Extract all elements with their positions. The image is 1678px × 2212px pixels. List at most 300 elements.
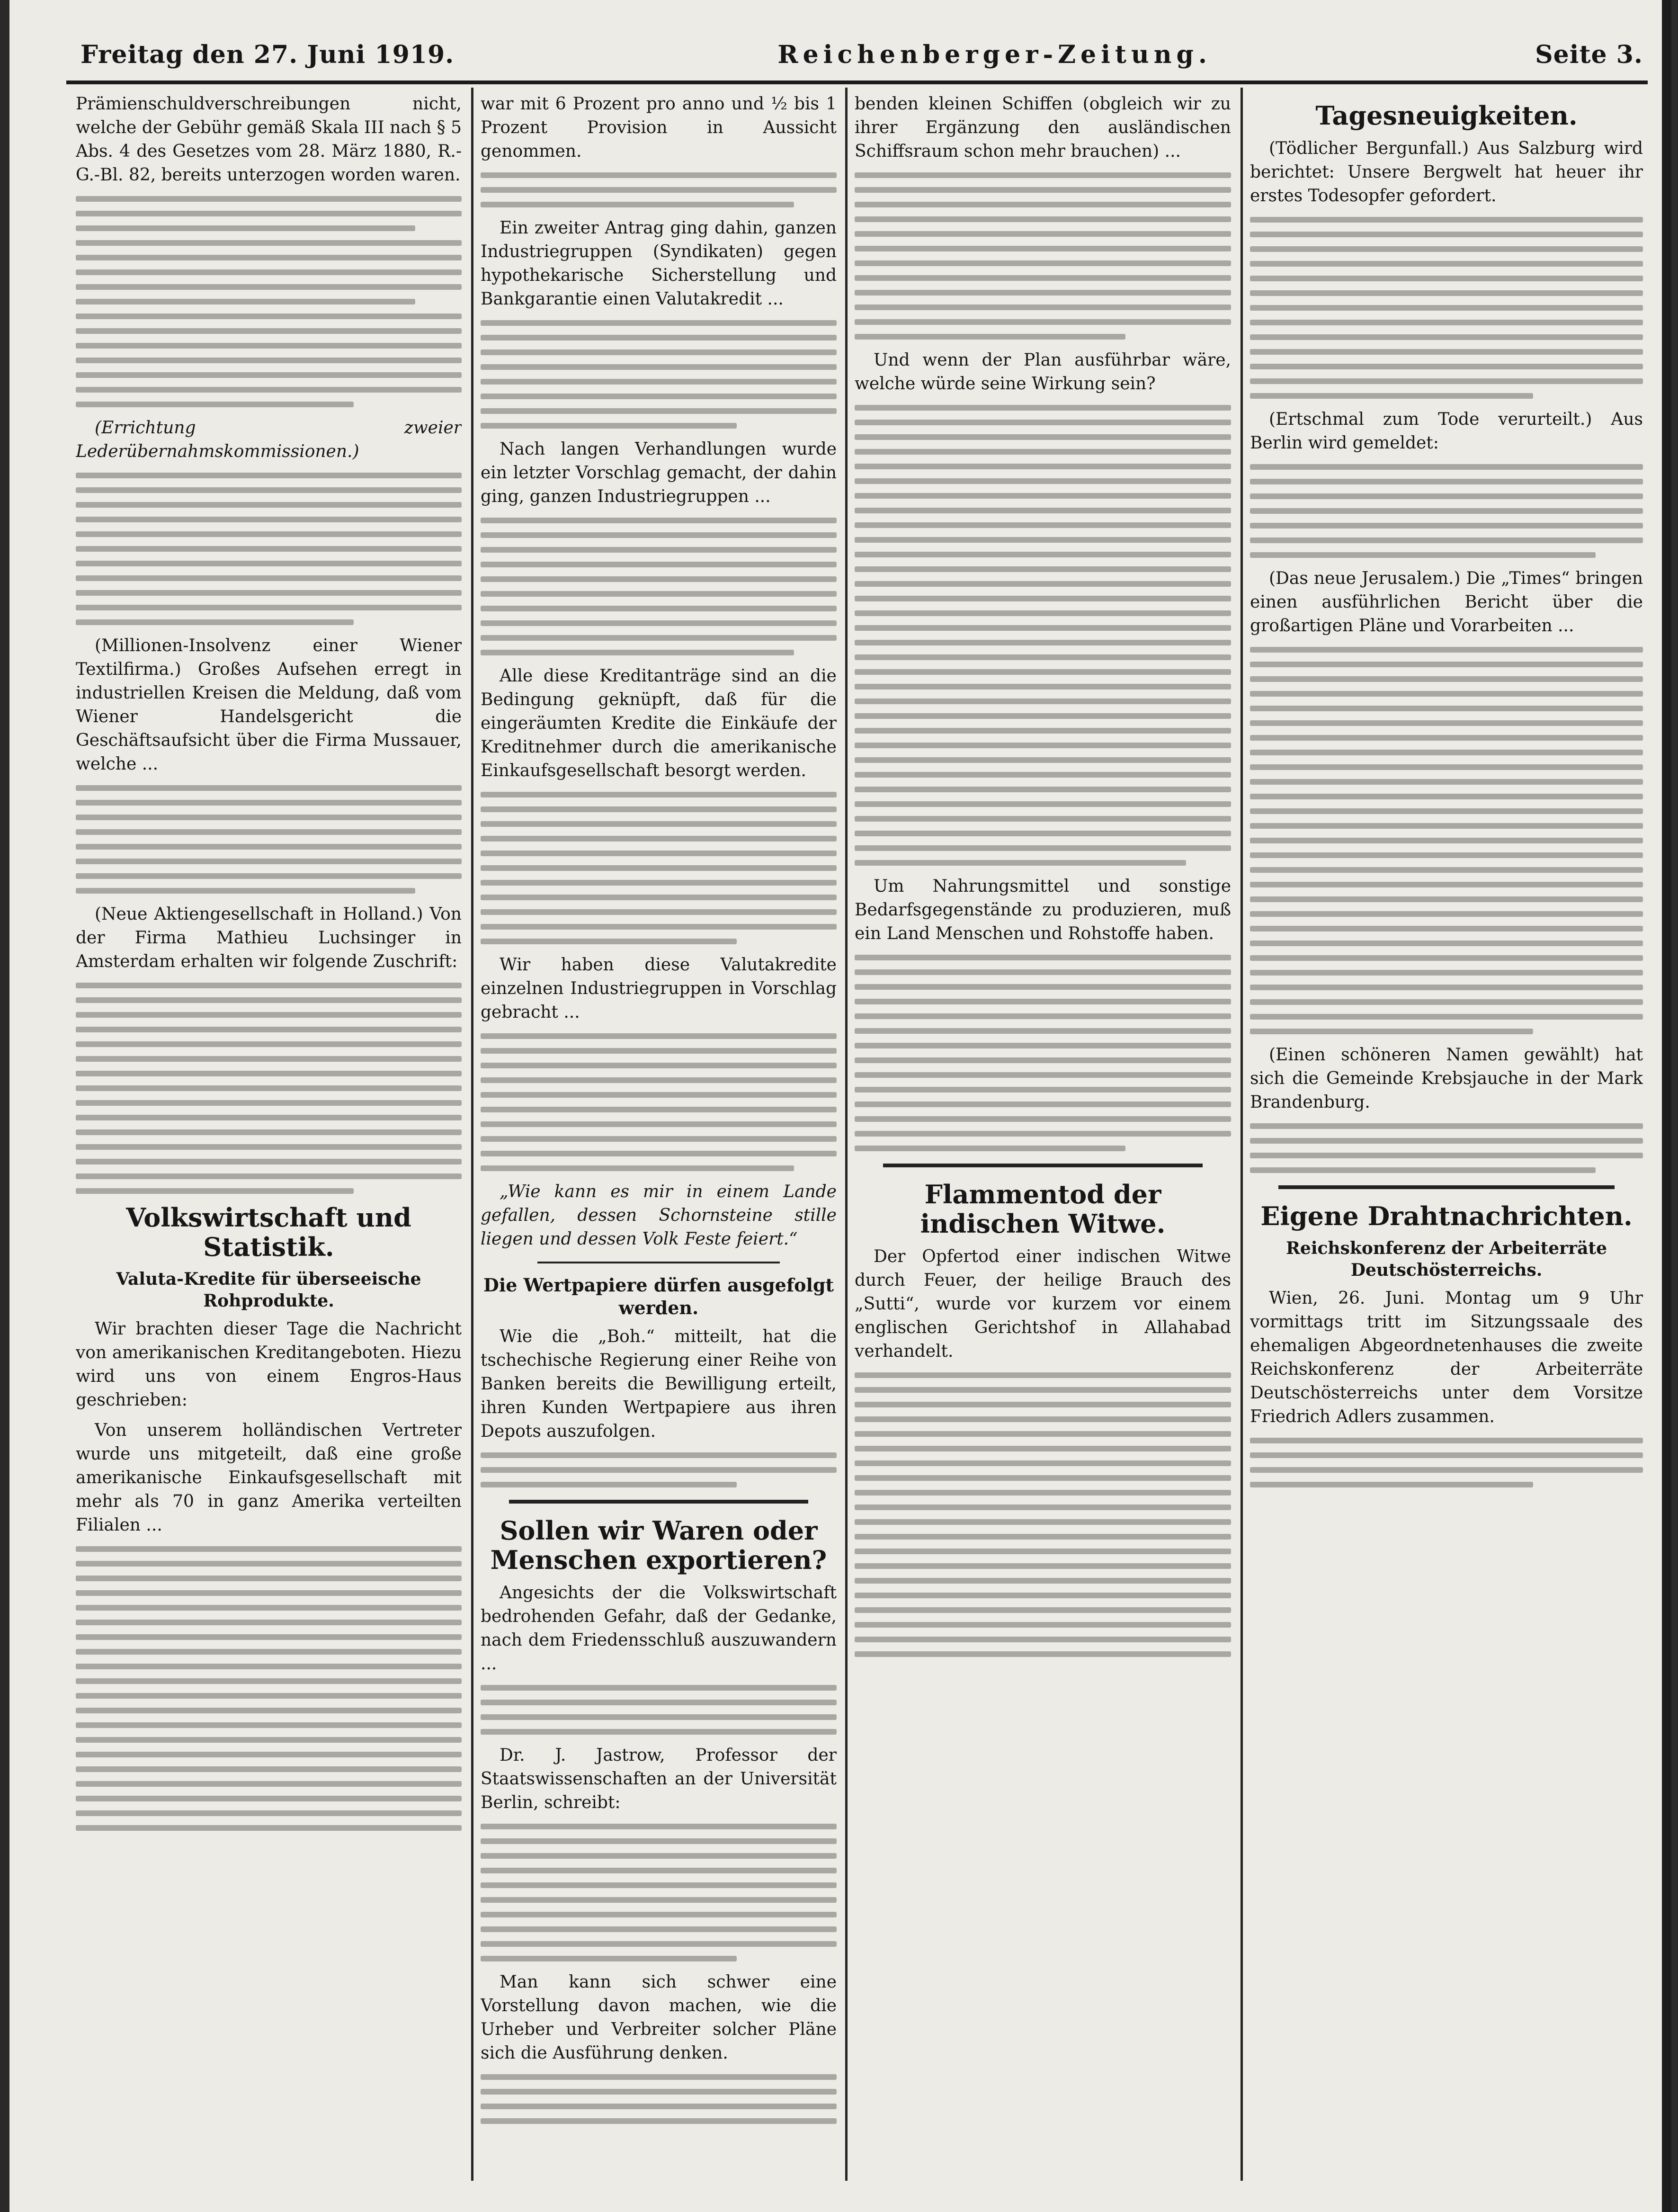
- text-line-rule: [76, 313, 462, 319]
- text-line-rule: [1250, 691, 1643, 697]
- text-line-rule: [76, 1041, 462, 1047]
- text-line-rule: [855, 187, 1231, 193]
- text-block: [481, 1685, 837, 1735]
- text-line-rule: [76, 402, 354, 407]
- text-line-rule: [76, 1664, 462, 1669]
- text-line-rule: [1250, 735, 1643, 741]
- text-block: [1250, 647, 1643, 1034]
- masthead-page-number: Seite 3.: [1535, 40, 1643, 69]
- text-line-rule: [481, 650, 794, 655]
- article-paragraph: Angesichts der die Volkswirtschaft bedrohenden Gefahr, daß der Gedanke, nach dem Friedensschluß auszuwandern ...: [481, 1583, 837, 1674]
- text-line-rule: [481, 1136, 837, 1142]
- text-line-rule: [1250, 852, 1643, 858]
- article-quote: „Wie kann es mir in einem Lande gefallen, dessen Schornsteine stille liegen und dessen Volk Feste feiert.“: [481, 1182, 837, 1249]
- text-line-rule: [481, 1912, 837, 1917]
- text-line-rule: [855, 757, 1231, 763]
- text-line-rule: [1250, 720, 1643, 726]
- text-line-rule: [855, 684, 1231, 690]
- text-line-rule: [1250, 647, 1643, 653]
- text-block: [1250, 1123, 1643, 1173]
- text-line-rule: [1250, 911, 1643, 917]
- text-line-rule: [481, 1452, 837, 1458]
- text-line-rule: [76, 1546, 462, 1552]
- article-headline: Die Wertpapiere dürfen ausgefolgt werden.: [483, 1274, 834, 1318]
- text-line-rule: [855, 1475, 1231, 1481]
- article-headline: Eigene Drahtnachrichten.: [1260, 1201, 1633, 1231]
- text-line-rule: [76, 284, 462, 290]
- text-line-rule: [855, 290, 1231, 296]
- article-headline: Sollen wir Waren oder Menschen exportieren?: [490, 1515, 827, 1575]
- article-paragraph: Wir haben diese Valutakredite einzelnen Industriegruppen in Vorschlag gebracht ...: [481, 955, 837, 1022]
- text-line-rule: [855, 654, 1231, 660]
- text-line-rule: [76, 1173, 462, 1179]
- text-block: [855, 172, 1231, 340]
- text-line-rule: [481, 202, 794, 207]
- text-line-rule: [855, 1534, 1231, 1540]
- column-separator: [845, 88, 848, 2181]
- text-line-rule: [855, 1578, 1231, 1584]
- article-divider: [883, 1164, 1203, 1167]
- text-line-rule: [481, 924, 837, 930]
- text-line-rule: [1250, 1482, 1533, 1487]
- text-line-rule: [1250, 464, 1643, 470]
- text-line-rule: [855, 231, 1231, 237]
- section-heading: Tagesneuigkeiten.: [1315, 100, 1578, 131]
- text-line-rule: [855, 1446, 1231, 1451]
- text-line-rule: [76, 575, 462, 581]
- text-line-rule: [1250, 217, 1643, 223]
- article-paragraph: Der Opfertod einer indischen Witwe durch Feuer, der heilige Brauch des „Sutti“, wurde vor kurzem vor einem englischen Gerichtshof in Allahabad verhandelt.: [855, 1247, 1231, 1361]
- text-line-rule: [76, 343, 462, 349]
- text-line-rule: [76, 196, 462, 202]
- text-line-rule: [855, 831, 1231, 836]
- text-line-rule: [481, 576, 837, 582]
- text-line-rule: [855, 493, 1231, 499]
- text-line-rule: [481, 806, 837, 812]
- text-line-rule: [76, 785, 462, 791]
- text-line-rule: [481, 2074, 837, 2080]
- text-line-rule: [855, 1131, 1231, 1137]
- text-line-rule: [481, 1868, 837, 1873]
- text-line-rule: [855, 202, 1231, 207]
- text-line-rule: [76, 1590, 462, 1596]
- column-3: [855, 92, 1231, 2185]
- article-paragraph: Wien, 26. Juni. Montag um 9 Uhr vormittags tritt im Sitzungssaale des ehemaligen Abgeordnetenhauses die zweite Reichskonferenz der Arbeiterräte Deutschösterreichs unter dem Vorsitze Friedrich Adlers zusammen.: [1250, 1289, 1643, 1426]
- article-divider: [537, 1262, 780, 1263]
- text-line-rule: [1250, 537, 1643, 543]
- text-block: [76, 1546, 462, 1831]
- masthead-title: Reichenberger-Zeitung.: [777, 40, 1212, 69]
- article-paragraph: (Einen schöneren Namen gewählt) hat sich die Gemeinde Krebsjauche in der Mark Brandenburg.: [1250, 1045, 1643, 1112]
- text-line-rule: [76, 1159, 462, 1164]
- text-block: [76, 785, 462, 894]
- text-line-rule: [855, 319, 1231, 325]
- text-line-rule: [481, 635, 837, 641]
- text-line-rule: [855, 1387, 1231, 1393]
- text-line-rule: [1250, 552, 1596, 558]
- text-line-rule: [481, 1729, 837, 1735]
- text-block: [481, 518, 837, 655]
- article-paragraph: Wir brachten dieser Tage die Nachricht von amerikanischen Kreditangeboten. Hiezu wird uns von einem Engros-Haus geschrieben:: [76, 1319, 462, 1410]
- text-line-rule: [481, 2104, 837, 2109]
- text-line-rule: [481, 1956, 737, 1961]
- text-line-rule: [76, 1752, 462, 1757]
- text-line-rule: [481, 379, 837, 385]
- text-line-rule: [76, 1027, 462, 1032]
- text-line-rule: [76, 1708, 462, 1713]
- text-line-rule: [76, 255, 462, 260]
- text-line-rule: [76, 829, 462, 835]
- text-line-rule: [1250, 867, 1643, 873]
- text-line-rule: [76, 873, 462, 879]
- text-line-rule: [481, 1714, 837, 1720]
- text-line-rule: [76, 888, 415, 894]
- text-line-rule: [855, 478, 1231, 484]
- text-line-rule: [481, 349, 837, 355]
- text-line-rule: [76, 561, 462, 566]
- article-headline: Flammentod der indischen Witwe.: [920, 1179, 1166, 1239]
- text-line-rule: [1250, 261, 1643, 267]
- text-block: [481, 792, 837, 944]
- article-paragraph: Um Nahrungsmittel und sonstige Bedarfsgegenstände zu produzieren, muß ein Land Menschen und Rohstoffe haben.: [855, 877, 1231, 943]
- text-line-rule: [1250, 393, 1533, 399]
- text-line-rule: [1250, 1123, 1643, 1129]
- text-line-rule: [855, 449, 1231, 455]
- article-paragraph: Nach langen Verhandlungen wurde ein letzter Vorschlag gemacht, der dahin ging, ganzen Industriegruppen ...: [481, 439, 837, 506]
- text-line-rule: [855, 1402, 1231, 1407]
- text-block: [855, 955, 1231, 1151]
- text-line-rule: [481, 518, 837, 523]
- text-line-rule: [855, 743, 1231, 748]
- text-line-rule: [855, 172, 1231, 178]
- text-line-rule: [1250, 334, 1643, 340]
- text-line-rule: [481, 1685, 837, 1691]
- text-line-rule: [1250, 1167, 1596, 1173]
- text-line-rule: [76, 1144, 462, 1150]
- text-line-rule: [481, 408, 837, 414]
- article-paragraph: war mit 6 Prozent pro anno und ½ bis 1 Prozent Provision in Aussicht genommen.: [481, 94, 837, 161]
- article-paragraph: Man kann sich schwer eine Vorstellung davon machen, wie die Urheber und Verbreiter solcher Pläne sich die Ausführung denken.: [481, 1972, 837, 2063]
- text-block: [76, 196, 462, 407]
- text-line-rule: [76, 1722, 462, 1728]
- text-line-rule: [481, 1700, 837, 1705]
- text-block: [481, 1824, 837, 1961]
- text-line-rule: [1250, 378, 1643, 384]
- text-line-rule: [1250, 276, 1643, 281]
- text-line-rule: [76, 1605, 462, 1611]
- text-line-rule: [481, 865, 837, 871]
- text-line-rule: [1250, 955, 1643, 961]
- text-line-rule: [481, 1824, 837, 1829]
- text-line-rule: [481, 187, 837, 193]
- text-line-rule: [855, 260, 1231, 266]
- masthead: [80, 33, 1643, 76]
- text-line-rule: [855, 845, 1231, 851]
- column-separator: [471, 88, 473, 2181]
- text-line-rule: [1250, 1467, 1643, 1473]
- text-line-rule: [1250, 305, 1643, 311]
- text-line-rule: [855, 625, 1231, 631]
- article-paragraph: (Millionen-Insolvenz einer Wiener Textilfirma.) Großes Aufsehen erregt in industriellen Kreisen die Meldung, daß vom Wiener Handelsgericht die Geschäftsaufsicht über die Firma Mussauer, welche ...: [76, 636, 462, 774]
- text-line-rule: [855, 860, 1186, 866]
- text-line-rule: [76, 619, 354, 625]
- text-line-rule: [855, 275, 1231, 281]
- text-line-rule: [481, 562, 837, 567]
- text-line-rule: [76, 1012, 462, 1018]
- text-line-rule: [855, 955, 1231, 960]
- text-line-rule: [481, 620, 837, 626]
- text-line-rule: [855, 1622, 1231, 1628]
- text-block: [1250, 464, 1643, 558]
- text-line-rule: [1250, 1014, 1643, 1020]
- text-line-rule: [855, 713, 1231, 719]
- text-line-rule: [76, 1678, 462, 1684]
- text-line-rule: [855, 1519, 1231, 1525]
- column-4: [1250, 92, 1643, 2185]
- text-line-rule: [855, 816, 1231, 822]
- text-line-rule: [855, 801, 1231, 807]
- text-line-rule: [855, 1013, 1231, 1019]
- text-line-rule: [1250, 676, 1643, 682]
- text-line-rule: [855, 1072, 1231, 1078]
- newspaper-page: [9, 0, 1662, 2212]
- text-block: [1250, 217, 1643, 399]
- text-line-rule: [76, 517, 462, 522]
- text-line-rule: [855, 581, 1231, 587]
- section-heading: Volkswirtschaft und Statistik.: [126, 1202, 411, 1262]
- text-block: [855, 405, 1231, 866]
- text-block: [481, 2074, 837, 2124]
- text-line-rule: [481, 1165, 794, 1171]
- text-line-rule: [76, 328, 462, 334]
- text-line-rule: [481, 821, 837, 827]
- text-line-rule: [481, 547, 837, 553]
- text-line-rule: [1250, 662, 1643, 667]
- text-block: [76, 473, 462, 625]
- text-line-rule: [855, 246, 1231, 251]
- text-line-rule: [76, 1781, 462, 1787]
- text-block: [855, 1372, 1231, 1657]
- text-line-rule: [855, 669, 1231, 675]
- text-line-rule: [481, 394, 837, 399]
- text-line-rule: [76, 358, 462, 363]
- text-line-rule: [855, 999, 1231, 1004]
- text-line-rule: [855, 420, 1231, 425]
- text-line-rule: [1250, 882, 1643, 887]
- text-line-rule: [855, 434, 1231, 440]
- text-line-rule: [1250, 764, 1643, 770]
- text-line-rule: [76, 1561, 462, 1567]
- article-paragraph: Alle diese Kreditanträge sind an die Bedingung geknüpft, daß für die eingeräumten Kredite die Einkäufe der Kreditnehmer durch die amerikanische Einkaufsgesellschaft besorgt werden.: [481, 666, 837, 780]
- text-block: [481, 172, 837, 207]
- text-line-rule: [1250, 320, 1643, 325]
- text-line-rule: [1250, 823, 1643, 829]
- text-block: [76, 983, 462, 1194]
- text-line-rule: [1250, 926, 1643, 931]
- text-line-rule: [481, 909, 837, 915]
- text-line-rule: [481, 836, 837, 842]
- text-line-rule: [481, 364, 837, 370]
- text-line-rule: [481, 895, 837, 900]
- text-line-rule: [481, 423, 737, 429]
- text-line-rule: [855, 216, 1231, 222]
- article-paragraph: (Das neue Jerusalem.) Die „Times“ bringen einen ausführlichen Bericht über die großartigen Pläne und Vorarbeiten ...: [1250, 569, 1643, 636]
- text-line-rule: [855, 1505, 1231, 1510]
- text-line-rule: [1250, 794, 1643, 799]
- text-line-rule: [855, 304, 1231, 310]
- text-line-rule: [1250, 246, 1643, 252]
- text-line-rule: [76, 997, 462, 1003]
- text-line-rule: [76, 372, 462, 378]
- text-line-rule: [481, 1063, 837, 1068]
- text-line-rule: [855, 537, 1231, 543]
- text-line-rule: [855, 610, 1231, 616]
- article-paragraph: Dr. J. Jastrow, Professor der Staatswissenschaften an der Universität Berlin, schreibt:: [481, 1746, 837, 1812]
- text-line-rule: [481, 1121, 837, 1127]
- column-2: [481, 92, 837, 2185]
- text-line-rule: [481, 1033, 837, 1039]
- text-line-rule: [76, 546, 462, 552]
- text-line-rule: [1250, 479, 1643, 484]
- text-line-rule: [481, 1092, 837, 1098]
- text-line-rule: [1250, 779, 1643, 785]
- text-line-rule: [76, 1737, 462, 1743]
- text-line-rule: [481, 1467, 837, 1473]
- article-divider: [509, 1500, 808, 1504]
- text-line-rule: [76, 1693, 462, 1699]
- article-paragraph: Ein zweiter Antrag ging dahin, ganzen Industriegruppen (Syndikaten) gegen hypothekarische Sicherstellung und Bankgarantie einen Valutakredit ...: [481, 218, 837, 309]
- text-line-rule: [76, 1056, 462, 1062]
- text-line-rule: [76, 299, 415, 304]
- text-line-rule: [855, 1116, 1231, 1122]
- text-line-rule: [76, 225, 415, 231]
- column-separator: [1241, 88, 1243, 2181]
- text-line-rule: [481, 591, 837, 597]
- text-line-rule: [855, 464, 1231, 469]
- text-line-rule: [76, 605, 462, 610]
- text-line-rule: [855, 1087, 1231, 1093]
- text-line-rule: [481, 1926, 837, 1932]
- text-line-rule: [855, 1372, 1231, 1378]
- text-line-rule: [76, 1634, 462, 1640]
- article-paragraph: Und wenn der Plan ausführbar wäre, welche würde seine Wirkung sein?: [855, 350, 1231, 394]
- text-line-rule: [855, 1043, 1231, 1048]
- text-line-rule: [1250, 1452, 1643, 1458]
- text-line-rule: [855, 1593, 1231, 1598]
- text-line-rule: [76, 387, 462, 393]
- text-line-rule: [855, 1146, 1125, 1151]
- text-line-rule: [1250, 970, 1643, 976]
- text-line-rule: [76, 590, 462, 596]
- article-subheading: Valuta-Kredite für überseeische Rohprodukte.: [116, 1269, 421, 1311]
- article-heading: (Errichtung zweier Lederübernahmskommissionen.): [76, 418, 462, 461]
- text-line-rule: [855, 1563, 1231, 1569]
- text-line-rule: [855, 640, 1231, 645]
- text-line-rule: [1250, 349, 1643, 355]
- text-line-rule: [76, 531, 462, 537]
- text-line-rule: [481, 1048, 837, 1054]
- text-line-rule: [1250, 999, 1643, 1005]
- scan-edge-right: [1671, 0, 1678, 2212]
- text-line-rule: [855, 984, 1231, 990]
- text-line-rule: [855, 405, 1231, 411]
- text-block: [1250, 1438, 1643, 1487]
- text-line-rule: [76, 269, 462, 275]
- text-line-rule: [1250, 493, 1643, 499]
- text-line-rule: [76, 1810, 462, 1816]
- text-line-rule: [481, 880, 837, 886]
- article-divider: [1278, 1185, 1615, 1189]
- text-line-rule: [481, 1897, 837, 1903]
- text-block: [481, 1452, 837, 1487]
- text-line-rule: [855, 1460, 1231, 1466]
- article-subheading: Reichskonferenz der Arbeiterräte Deutschösterreichs.: [1286, 1238, 1607, 1280]
- text-line-rule: [855, 969, 1231, 975]
- text-line-rule: [855, 1607, 1231, 1613]
- text-line-rule: [481, 939, 737, 944]
- article-paragraph: (Tödlicher Bergunfall.) Aus Salzburg wird berichtet: Unsere Bergwelt hat heuer ihr erstes Todesopfer gefordert.: [1250, 139, 1643, 206]
- text-line-rule: [1250, 364, 1643, 369]
- text-line-rule: [481, 320, 837, 326]
- text-line-rule: [1250, 508, 1643, 514]
- text-line-rule: [76, 1085, 462, 1091]
- text-line-rule: [1250, 808, 1643, 814]
- text-line-rule: [481, 532, 837, 538]
- text-line-rule: [481, 335, 837, 340]
- scan-edge-left: [0, 0, 10, 2212]
- text-line-rule: [855, 1637, 1231, 1642]
- text-line-rule: [76, 1620, 462, 1625]
- text-line-rule: [1250, 838, 1643, 843]
- text-line-rule: [855, 699, 1231, 704]
- text-line-rule: [855, 552, 1231, 557]
- text-line-rule: [76, 211, 462, 216]
- text-line-rule: [1250, 985, 1643, 990]
- text-line-rule: [1250, 290, 1643, 296]
- text-line-rule: [1250, 1138, 1643, 1144]
- article-paragraph: Prämienschuldverschreibungen nicht, welche der Gebühr gemäß Skala III nach § 5 Abs. 4 des Gesetzes vom 28. März 1880, R.-G.-Bl. 82, bereits unterzogen worden waren.: [76, 94, 462, 185]
- text-line-rule: [76, 859, 462, 864]
- text-line-rule: [855, 334, 1125, 340]
- text-line-rule: [481, 2089, 837, 2095]
- text-line-rule: [1250, 232, 1643, 237]
- text-line-rule: [76, 1766, 462, 1772]
- text-line-rule: [76, 1649, 462, 1655]
- article-paragraph: benden kleinen Schiffen (obgleich wir zu ihrer Ergänzung den ausländischen Schiffsraum schon mehr brauchen) ...: [855, 94, 1231, 161]
- text-block: [481, 320, 837, 429]
- text-line-rule: [855, 1102, 1231, 1107]
- masthead-date: Freitag den 27. Juni 1919.: [80, 40, 455, 69]
- text-line-rule: [76, 1188, 354, 1194]
- text-line-rule: [76, 1115, 462, 1120]
- masthead-rule: [66, 81, 1648, 84]
- text-line-rule: [481, 1838, 837, 1844]
- text-line-rule: [1250, 896, 1643, 902]
- text-line-rule: [481, 172, 837, 178]
- article-paragraph: (Ertschmal zum Tode verurteilt.) Aus Berlin wird gemeldet:: [1250, 410, 1643, 453]
- text-line-rule: [76, 240, 462, 246]
- text-line-rule: [76, 1071, 462, 1076]
- text-line-rule: [855, 772, 1231, 778]
- text-line-rule: [481, 1077, 837, 1083]
- text-line-rule: [855, 728, 1231, 734]
- text-line-rule: [481, 851, 837, 856]
- text-line-rule: [481, 2118, 837, 2124]
- text-line-rule: [481, 606, 837, 611]
- text-line-rule: [855, 787, 1231, 792]
- text-line-rule: [76, 815, 462, 820]
- text-line-rule: [855, 566, 1231, 572]
